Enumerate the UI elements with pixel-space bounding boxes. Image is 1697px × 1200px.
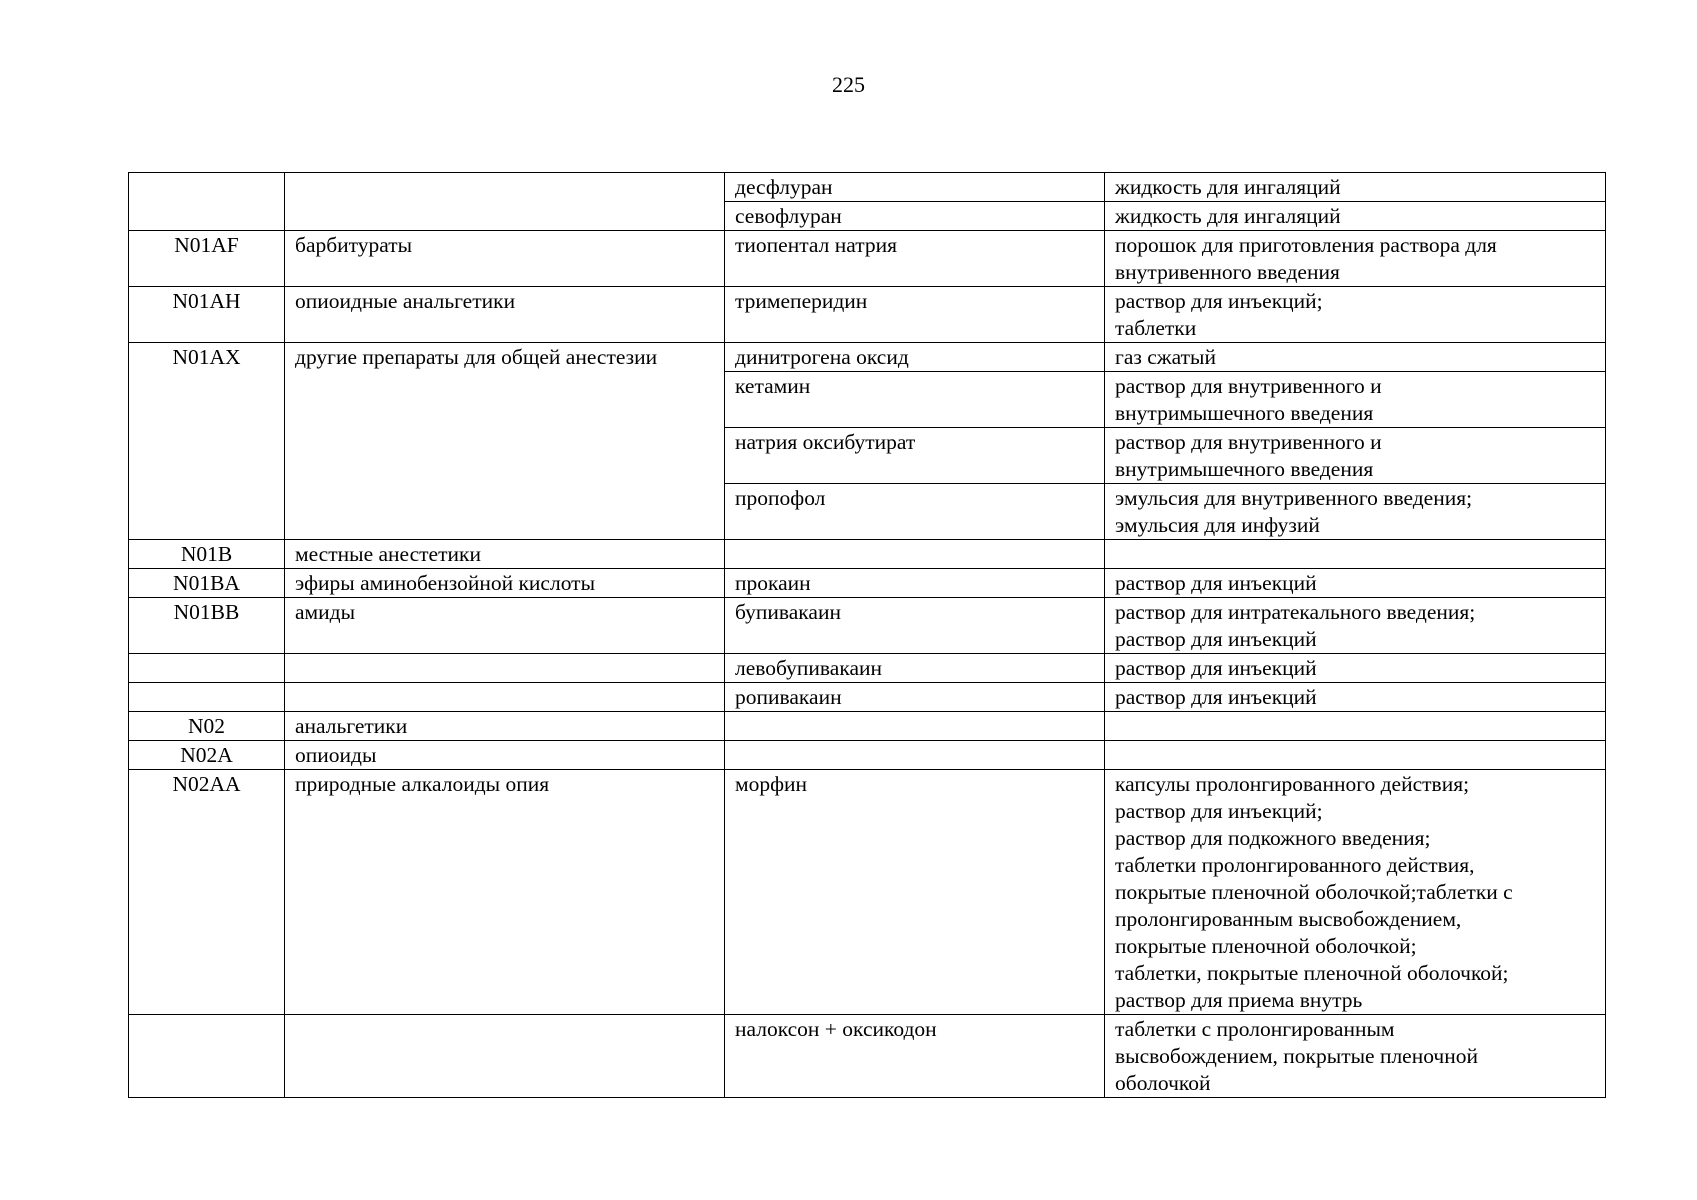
dosage-forms-cell [1105, 654, 1606, 683]
dosage-form-line: раствор для инъекций [1115, 685, 1317, 709]
dosage-forms-cell [1105, 683, 1606, 712]
dosage-form-line: раствор для инъекций; [1115, 799, 1323, 823]
drug-name-cell: левобупивакаин [725, 654, 1105, 683]
dosage-forms-cell [1105, 540, 1606, 569]
atc-code-cell: N01AH [129, 287, 285, 343]
drug-name-cell: тримеперидин [725, 287, 1105, 343]
dosage-form-line: раствор для инъекций [1115, 627, 1317, 651]
table-row [129, 173, 1606, 202]
table-row [129, 287, 1606, 343]
atc-code-cell: N02 [129, 712, 285, 741]
dosage-form-line: раствор для инъекций; [1115, 289, 1323, 313]
drug-name-cell: налоксон + оксикодон [725, 1015, 1105, 1098]
table-row [129, 598, 1606, 654]
dosage-forms-cell [1105, 770, 1606, 1015]
atc-code-cell: N02AA [129, 770, 285, 1015]
atc-code-cell [129, 173, 285, 231]
group-name-cell [285, 1015, 725, 1098]
dosage-form-line: оболочкой [1115, 1071, 1211, 1095]
drug-name-cell: прокаин [725, 569, 1105, 598]
atc-code-cell [129, 683, 285, 712]
dosage-form-line: таблетки, покрытые пленочной оболочкой; [1115, 961, 1509, 985]
atc-code-cell: N01AF [129, 231, 285, 287]
dosage-forms-cell [1105, 569, 1606, 598]
dosage-forms-cell [1105, 287, 1606, 343]
dosage-form-line: раствор для интратекального введения; [1115, 600, 1476, 624]
group-name-cell: местные анестетики [285, 540, 725, 569]
dosage-forms-cell [1105, 372, 1606, 428]
dosage-forms-cell [1105, 343, 1606, 372]
table-row [129, 712, 1606, 741]
atc-code-cell: N01B [129, 540, 285, 569]
dosage-form-line: раствор для инъекций [1115, 571, 1317, 595]
dosage-form-line: таблетки с пролонгированным [1115, 1017, 1395, 1041]
medication-table [128, 172, 1606, 1098]
drug-name-cell: динитрогена оксид [725, 343, 1105, 372]
table-row [129, 231, 1606, 287]
group-name-cell: амиды [285, 598, 725, 654]
table-row [129, 569, 1606, 598]
dosage-form-line: покрытые пленочной оболочкой;таблетки с [1115, 880, 1513, 904]
dosage-form-line: таблетки [1115, 316, 1197, 340]
dosage-form-line: капсулы пролонгированного действия; [1115, 772, 1470, 796]
table-row [129, 683, 1606, 712]
group-name-cell [285, 173, 725, 231]
drug-name-cell: ропивакаин [725, 683, 1105, 712]
dosage-form-line: раствор для внутривенного и [1115, 430, 1382, 454]
atc-code-cell: N02A [129, 741, 285, 770]
group-name-cell [285, 654, 725, 683]
group-name-cell: анальгетики [285, 712, 725, 741]
dosage-form-line: эмульсия для инфузий [1115, 513, 1320, 537]
atc-code-cell: N01BA [129, 569, 285, 598]
dosage-form-line: раствор для внутривенного и [1115, 374, 1382, 398]
atc-code-cell: N01BB [129, 598, 285, 654]
page-number: 225 [832, 72, 865, 97]
dosage-form-line: пролонгированным высвобождением, [1115, 907, 1462, 931]
dosage-form-line: жидкость для ингаляций [1115, 204, 1341, 228]
dosage-form-line: раствор для подкожного введения; [1115, 826, 1431, 850]
drug-name-cell [725, 741, 1105, 770]
dosage-form-line: газ сжатый [1115, 345, 1216, 369]
group-name-cell: опиоиды [285, 741, 725, 770]
dosage-form-line: раствор для инъекций [1115, 656, 1317, 680]
group-name-cell: опиоидные анальгетики [285, 287, 725, 343]
dosage-form-line: эмульсия для внутривенного введения; [1115, 486, 1473, 510]
dosage-form-line: высвобождением, покрытые пленочной [1115, 1044, 1479, 1068]
dosage-forms-cell [1105, 428, 1606, 484]
dosage-forms-cell [1105, 1015, 1606, 1098]
drug-name-cell [725, 540, 1105, 569]
table-row [129, 343, 1606, 372]
dosage-form-line: внутривенного введения [1115, 260, 1340, 284]
dosage-form-line: покрытые пленочной оболочкой; [1115, 934, 1417, 958]
dosage-forms-cell [1105, 231, 1606, 287]
dosage-form-line: жидкость для ингаляций [1115, 175, 1341, 199]
dosage-form-line: внутримышечного введения [1115, 401, 1374, 425]
dosage-form-line: раствор для приема внутрь [1115, 988, 1363, 1012]
group-name-cell: барбитураты [285, 231, 725, 287]
drug-name-cell: севофлуран [725, 202, 1105, 231]
drug-name-cell: тиопентал натрия [725, 231, 1105, 287]
dosage-form-line: внутримышечного введения [1115, 457, 1374, 481]
dosage-forms-cell [1105, 741, 1606, 770]
atc-code-cell [129, 654, 285, 683]
drug-name-cell: натрия оксибутират [725, 428, 1105, 484]
drug-name-cell: морфин [725, 770, 1105, 1015]
dosage-form-line: таблетки пролонгированного действия, [1115, 853, 1475, 877]
group-name-cell: эфиры аминобензойной кислоты [285, 569, 725, 598]
atc-code-cell: N01AX [129, 343, 285, 540]
group-name-cell: другие препараты для общей анестезии [285, 343, 725, 540]
table-row [129, 540, 1606, 569]
table-row [129, 1015, 1606, 1098]
drug-name-cell [725, 712, 1105, 741]
drug-name-cell: кетамин [725, 372, 1105, 428]
dosage-form-line: порошок для приготовления раствора для [1115, 233, 1497, 257]
drug-name-cell: десфлуран [725, 173, 1105, 202]
table-row [129, 741, 1606, 770]
dosage-forms-cell [1105, 202, 1606, 231]
dosage-forms-cell [1105, 712, 1606, 741]
group-name-cell [285, 683, 725, 712]
table-row [129, 654, 1606, 683]
drug-name-cell: пропофол [725, 484, 1105, 540]
dosage-forms-cell [1105, 598, 1606, 654]
dosage-forms-cell [1105, 484, 1606, 540]
dosage-forms-cell [1105, 173, 1606, 202]
group-name-cell: природные алкалоиды опия [285, 770, 725, 1015]
table-row [129, 770, 1606, 1015]
atc-code-cell [129, 1015, 285, 1098]
drug-name-cell: бупивакаин [725, 598, 1105, 654]
